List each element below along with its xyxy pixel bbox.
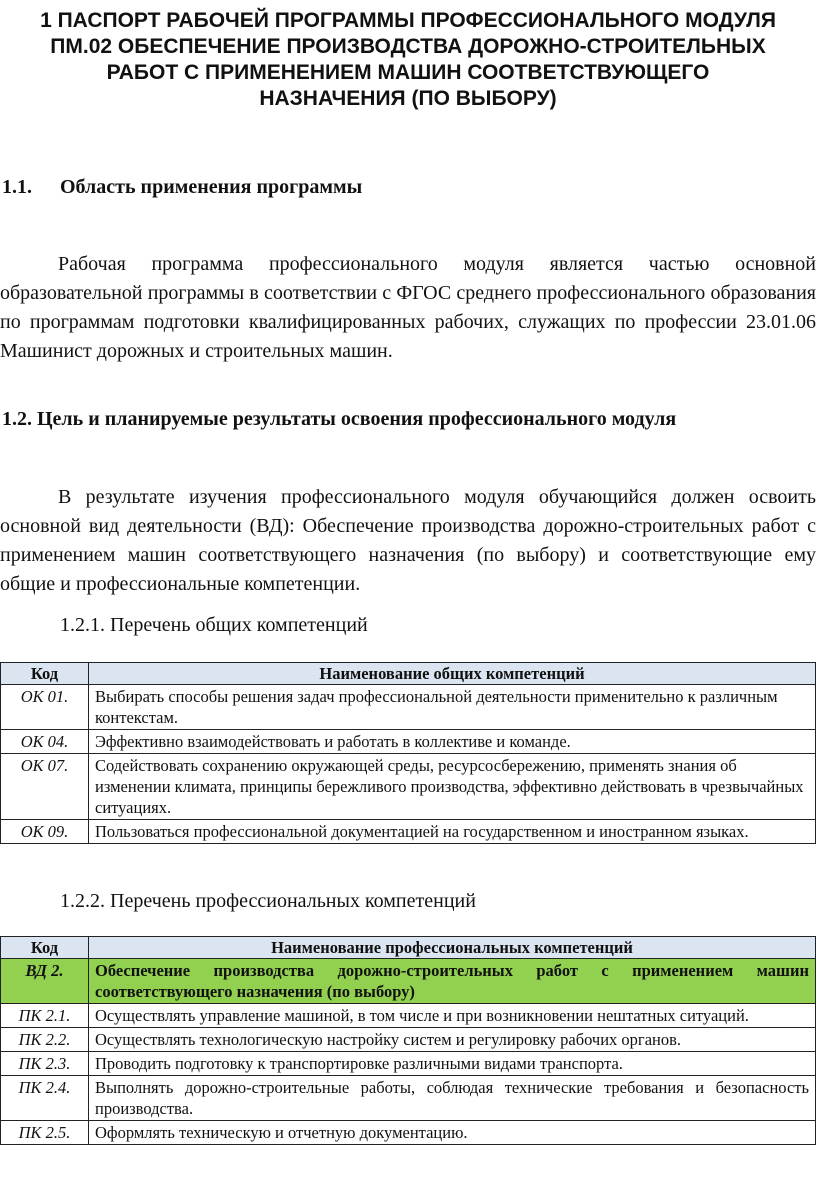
competency-code: ПК 2.3. bbox=[1, 1052, 89, 1076]
column-header-name: Наименование общих компетенций bbox=[89, 663, 816, 685]
competency-code: ОК 04. bbox=[1, 730, 89, 754]
table-row bbox=[1, 685, 816, 730]
competency-code: ОК 09. bbox=[1, 820, 89, 844]
title-line: РАБОТ С ПРИМЕНЕНИЕМ МАШИН СООТВЕТСТВУЮЩЕГО bbox=[106, 61, 710, 84]
title-line: НАЗНАЧЕНИЯ (ПО ВЫБОРУ) bbox=[259, 87, 557, 110]
section-1-1-number: 1.1. bbox=[2, 176, 32, 198]
table-row bbox=[1, 730, 816, 754]
professional-competencies-subtitle: 1.2.2. Перечень профессиональных компетенций bbox=[60, 890, 476, 912]
competency-code: ПК 2.4. bbox=[1, 1076, 89, 1121]
competency-name: Содействовать сохранению окружающей среды, ресурсосбережению, применять знания об изменении климата, принципы бережливого производства, эффективно действовать в чрезвычайных ситуациях. bbox=[89, 754, 816, 820]
title-line: ПМ.02 ОБЕСПЕЧЕНИЕ ПРОИЗВОДСТВА ДОРОЖНО-СТРОИТЕЛЬНЫХ bbox=[50, 35, 766, 58]
table-row bbox=[1, 1076, 816, 1121]
competency-name: Пользоваться профессиональной документацией на государственном и иностранном языках. bbox=[89, 820, 816, 844]
table-row bbox=[1, 1004, 816, 1028]
table-row bbox=[1, 1121, 816, 1145]
competency-name: Осуществлять управление машиной, в том числе и при возникновении нештатных ситуаций. bbox=[89, 1004, 816, 1028]
document-title bbox=[0, 8, 816, 112]
competency-code: ПК 2.5. bbox=[1, 1121, 89, 1145]
professional-competencies-table bbox=[0, 936, 816, 1145]
competency-code: ПК 2.1. bbox=[1, 1004, 89, 1028]
section-1-1-paragraph: Рабочая программа профессионального модуля является частью основной образовательной программы в соответствии с ФГОС среднего профессионального образования по программам подготовки квалифицированных рабочих, служащих по профессии 23.01.06 Машинист дорожных и строительных машин. bbox=[0, 253, 816, 362]
competency-code: ОК 01. bbox=[1, 685, 89, 730]
general-competencies-subtitle: 1.2.1. Перечень общих компетенций bbox=[60, 614, 368, 636]
activity-name: Обеспечение производства дорожно-строительных работ с применением машин соответствующего назначения (по выбору) bbox=[89, 959, 816, 1004]
table-header-row bbox=[1, 937, 816, 959]
competency-name: Выполнять дорожно-строительные работы, соблюдая технические требования и безопасность производства. bbox=[89, 1076, 816, 1121]
table-row bbox=[1, 754, 816, 820]
table-row bbox=[1, 1028, 816, 1052]
table-row bbox=[1, 820, 816, 844]
section-1-2-heading: 1.2. Цель и планируемые результаты освоения профессионального модуля bbox=[2, 408, 677, 430]
competency-code: ОК 07. bbox=[1, 754, 89, 820]
activity-code: ВД 2. bbox=[1, 959, 89, 1004]
title-line: 1 ПАСПОРТ РАБОЧЕЙ ПРОГРАММЫ ПРОФЕССИОНАЛЬНОГО МОДУЛЯ bbox=[40, 9, 776, 32]
competency-name: Выбирать способы решения задач профессиональной деятельности применительно к различным контекстам. bbox=[89, 685, 816, 730]
general-competencies-table bbox=[0, 662, 816, 844]
competency-name: Оформлять техническую и отчетную документацию. bbox=[89, 1121, 816, 1145]
competency-name: Эффективно взаимодействовать и работать в коллективе и команде. bbox=[89, 730, 816, 754]
column-header-code: Код bbox=[1, 663, 89, 685]
table-row bbox=[1, 1052, 816, 1076]
section-1-1-heading: Область применения программы bbox=[60, 176, 363, 198]
section-1-2-paragraph: В результате изучения профессионального модуля обучающийся должен освоить основной вид деятельности (ВД): Обеспечение производства дорожно-строительных работ с применением машин соответствующего назначения (по выбору) и соответствующие ему общие и профессиональные компетенции. bbox=[0, 486, 816, 595]
column-header-code: Код bbox=[1, 937, 89, 959]
column-header-name: Наименование профессиональных компетенций bbox=[89, 937, 816, 959]
activity-type-row bbox=[1, 959, 816, 1004]
table-header-row bbox=[1, 663, 816, 685]
competency-name: Осуществлять технологическую настройку систем и регулировку рабочих органов. bbox=[89, 1028, 816, 1052]
competency-name: Проводить подготовку к транспортировке различными видами транспорта. bbox=[89, 1052, 816, 1076]
competency-code: ПК 2.2. bbox=[1, 1028, 89, 1052]
